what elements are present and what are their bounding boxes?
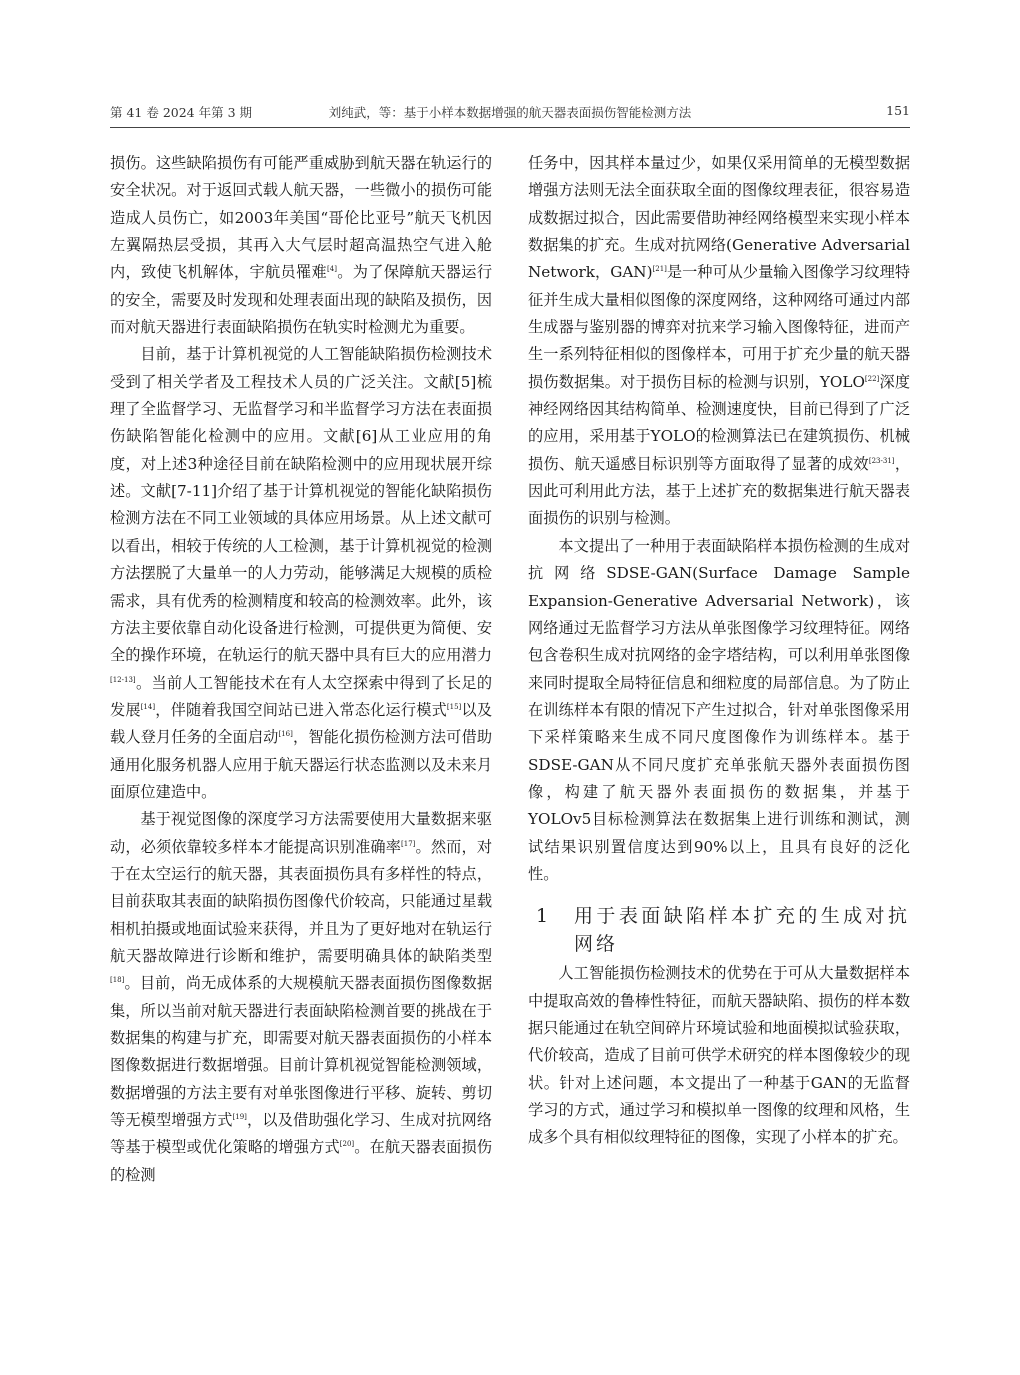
citation: [4] (327, 265, 337, 274)
text: 。为了保障航天器运行的安全，需要及时发现和处理表面出现的缺陷及损伤，因而对航天器进行表面缺陷损伤在轨实时检测尤为重要。 (110, 263, 493, 337)
right-column (528, 150, 910, 1152)
paragraph (110, 341, 492, 806)
citation: [19] (232, 1113, 247, 1122)
page-number: 151 (886, 103, 910, 118)
text: ，以及借助强化学习、生成对抗网络等基于模型或优化策略的增强方式 (110, 1111, 493, 1157)
text: 本文提出了一种用于表面缺陷样本损伤检测的生成对抗网络SDSE-GAN(Surface Damage Sample Expansion-Generative Adversarial Network)，该网络通过无监督学习方法从单张图像学习纹理特征。网络包含卷积生成对抗网络的金字塔结构，可以利用单张图像来同时提取全局特征信息和细粒度的局部信息。为了防止在训练样本有限的情况下产生过拟合，针对单张图像采用下采样策略来生成不同尺度图像作为训练样本。基于SDSE-GAN从不同尺度扩充单张航天器外表面损伤图像，构建了航天器外表面损伤的数据集，并基于YOLOv5目标检测算法在数据集上进行训练和测试，测试结果识别置信度达到90%以上，且具有良好的泛化性。 (528, 536, 910, 883)
text: 以及载人登月任务的全面启动 (110, 700, 492, 747)
text: ，伴随着我国空间站已进入常态化运行模式 (155, 700, 447, 719)
section-number: 1 (536, 905, 549, 928)
citation: [18] (110, 976, 125, 985)
paragraph (110, 806, 492, 1189)
text: 。然而，对于在太空运行的航天器，其表面损伤具有多样性的特点，目前获取其表面的缺陷损伤图像代价较高，只能通过星载相机拍摄或地面试验来获得，并且为了更好地对在轨运行航天器故障进行诊断和维护，需要明确具体的缺陷类型 (110, 837, 493, 965)
text: 是一种可从少量输入图像学习纹理特征并生成大量相似图像的深度网络，这种网络可通过内部生成器与鉴别器的博弈对抗来学习输入图像特征，进而产生一系列特征相似的图像样本，可用于扩充少量的航天器损伤数据集。对于损伤目标的检测与识别，YOLO (528, 263, 911, 391)
running-title: 刘纯武，等：基于小样本数据增强的航天器表面损伤智能检测方法 (328, 105, 692, 120)
citation: [12-13] (110, 675, 136, 684)
text: ，智能化损伤检测方法可借助通用化服务机器人应用于航天器运行状态监测以及未来月面原位建造中。 (110, 728, 493, 801)
text: ，因此可利用此方法，基于上述扩充的数据集进行航天器表面损伤的识别与检测。 (528, 454, 911, 528)
text: 基于视觉图像的深度学习方法需要使用大量数据来驱动，必须依靠较多样本才能提高识别准确率 (110, 810, 492, 856)
citation: [16] (278, 730, 293, 739)
paragraph (528, 533, 910, 888)
header-rule (110, 127, 910, 128)
citation: [15] (446, 702, 462, 711)
running-header (110, 103, 910, 125)
citation: [21] (652, 265, 667, 274)
text: 任务中，因其样本量过少，如果仅采用简单的无模型数据增强方法则无法全面获取全面的图像纹理表征，很容易造成数据过拟合，因此需要借助神经网络模型来实现小样本数据集的扩充。生成对抗网络(Generative Adversarial Network，GAN) (528, 154, 910, 282)
paragraph (110, 150, 492, 341)
text: 目前，基于计算机视觉的人工智能缺陷损伤检测技术受到了相关学者及工程技术人员的广泛关注。文献[5]梳理了全监督学习、无监督学习和半监督学习方法在表面损伤缺陷智能化检测中的应用。文献[6]从工业应用的角度，对上述3种途径目前在缺陷检测中的应用现状展开综述。文献[7-11]介绍了基于计算机视觉的智能化缺陷损伤检测方法在不同工业领域的具体应用场景。从上述文献可以看出，相较于传统的人工检测，基于计算机视觉的检测方法摆脱了大量单一的人力劳动，能够满足大规模的质检需求，具有优秀的检测精度和较高的检测效率。此外，该方法主要依靠自动化设备进行检测，可提供更为简便、安全的操作环境，在轨运行的航天器中具有巨大的应用潜力 (110, 345, 492, 665)
text: 损伤。这些缺陷损伤有可能严重威胁到航天器在轨运行的安全状况。对于返回式载人航天器，一些微小的损伤可能造成人员伤亡，如2003年美国“哥伦比亚号”航天飞机因左翼隔热层受损，其再入大气层时超高温热空气进入舱内，致使飞机解体，宇航员罹难 (110, 154, 492, 282)
section-title: 用于表面缺陷样本扩充的生成对抗网络 (574, 905, 910, 956)
citation: [17] (401, 839, 416, 848)
citation: [23-31] (868, 456, 895, 465)
journal-issue: 第 41 卷 2024 年第 3 期 (110, 105, 253, 120)
text: 。当前人工智能技术在有人太空探索中得到了长足的发展 (110, 673, 492, 719)
citation: [14] (140, 702, 156, 711)
text: 。在航天器表面损伤的检测 (110, 1138, 493, 1184)
text: 。目前，尚无成体系的大规模航天器表面损伤图像数据集，所以当前对航天器进行表面缺陷检测首要的挑战在于数据集的构建与扩充，即需要对航天器表面损伤的小样本图像数据进行数据增强。目前计算机视觉智能检测领域，数据增强的方法主要有对单张图像进行平移、旋转、剪切等无模型增强方式 (110, 974, 492, 1130)
citation: [22] (864, 374, 880, 383)
section-heading (528, 902, 910, 958)
text: 人工智能损伤检测技术的优势在于可从大量数据样本中提取高效的鲁棒性特征，而航天器缺陷、损伤的样本数据只能通过在轨空间碎片环境试验和地面模拟试验获取，代价较高，造成了目前可供学术研究的样本图像较少的现状。针对上述问题，本文提出了一种基于GAN的无监督学习的方式，通过学习和模拟单一图像的纹理和风格，生成多个具有相似纹理特征的图像，实现了小样本的扩充。 (528, 964, 910, 1147)
citation: [20] (339, 1140, 355, 1149)
paragraph (528, 150, 910, 533)
paragraph (528, 960, 910, 1151)
text: 深度神经网络因其结构简单、检测速度快，目前已得到了广泛的应用，采用基于YOLO的检测算法已在建筑损伤、机械损伤、航天遥感目标识别等方面取得了显著的成效 (528, 372, 911, 473)
left-column (110, 150, 492, 1189)
